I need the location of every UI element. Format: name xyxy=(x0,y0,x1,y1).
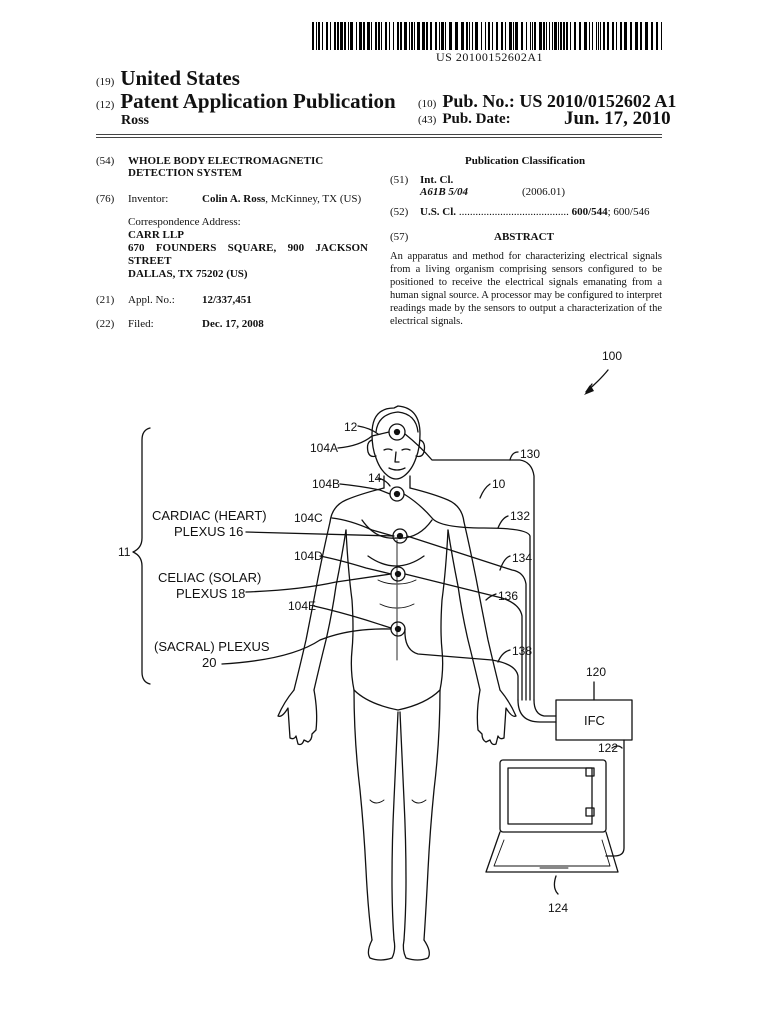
sensor-104d xyxy=(391,567,405,581)
abstract-text: An apparatus and method for characterizing electrical signals from a living organism comprising sensors configured to be positioned to receive the electrical signals emanating from a human signal source. A processor may be configured to interpret readings made by the sensors to output a characterization of the electrical signals. xyxy=(390,251,662,327)
lead-138 xyxy=(405,629,518,700)
leader-132 xyxy=(498,516,508,528)
ref-104c: 104C xyxy=(294,511,323,525)
int-cl-year: (2006.01) xyxy=(522,186,566,198)
doc-type: Patent Application Publication xyxy=(120,89,396,113)
code-54: (54) xyxy=(96,155,115,167)
bracket-11 xyxy=(133,428,150,684)
int-cl-code: A61B 5/04 xyxy=(420,186,468,198)
celiac-label-1: CELIAC (SOLAR) xyxy=(158,570,262,585)
ref-138: 138 xyxy=(512,644,533,658)
code-51: (51) xyxy=(390,174,409,186)
sensor-104a xyxy=(389,424,405,440)
sacral-label-1: (SACRAL) PLEXUS xyxy=(154,639,270,654)
leader-138 xyxy=(498,650,510,662)
code-43: (43) xyxy=(418,114,437,126)
ref-104e: 104E xyxy=(288,599,317,613)
correspondence-label: Correspondence Address: xyxy=(128,216,241,228)
ifc-laptop-cable xyxy=(606,740,624,856)
pub-date: Jun. 17, 2010 xyxy=(564,108,671,129)
filed-label: Filed: xyxy=(128,318,154,330)
code-22: (22) xyxy=(96,318,115,330)
inventor-location: , McKinney, TX (US) xyxy=(265,193,362,205)
us-cl-dots: ........................................ xyxy=(458,206,569,218)
lead-134 xyxy=(407,536,526,700)
corr-line-2: 670 FOUNDERS SQUARE, 900 JACKSON xyxy=(128,242,368,254)
us-cl-value-2: ; 600/546 xyxy=(607,206,650,218)
ref-130: 130 xyxy=(520,447,541,461)
leader-124 xyxy=(554,876,558,894)
ref-104a: 104A xyxy=(310,441,339,455)
title-line-1: WHOLE BODY ELECTROMAGNETIC xyxy=(128,155,324,167)
ref-120: 120 xyxy=(586,665,607,679)
code-19: (19) xyxy=(96,76,115,88)
sacral-label-2: 20 xyxy=(202,655,217,670)
cardiac-label-1: CARDIAC (HEART) xyxy=(152,508,267,523)
inventor-name: Colin A. Ross xyxy=(202,193,266,205)
int-cl-label: Int. Cl. xyxy=(420,174,454,186)
leader-104d xyxy=(320,556,391,574)
pub-no-label: Pub. No.: xyxy=(442,91,515,111)
leader-130 xyxy=(510,452,518,460)
celiac-label-2: PLEXUS 18 xyxy=(176,586,246,601)
corr-line-3: STREET xyxy=(128,255,172,267)
ref-104b: 104B xyxy=(312,477,341,491)
ref-124: 124 xyxy=(548,901,569,915)
leader-cardiac xyxy=(246,532,394,536)
pub-no: US 2010/0152602 A1 xyxy=(519,91,677,111)
ref-122: 122 xyxy=(598,741,619,755)
code-57: (57) xyxy=(390,231,409,243)
inventor-surname: Ross xyxy=(121,113,150,128)
us-cl-value: 600/544 xyxy=(571,206,608,218)
code-21: (21) xyxy=(96,294,115,306)
leader-12 xyxy=(358,426,378,434)
inventor-label: Inventor: xyxy=(128,193,169,205)
ref-134: 134 xyxy=(512,551,533,565)
ref-136: 136 xyxy=(498,589,519,603)
leader-10 xyxy=(480,484,490,498)
ref-14: 14 xyxy=(368,471,382,485)
lead-130 xyxy=(405,434,534,700)
pub-date-label: Pub. Date: xyxy=(442,111,511,127)
title-line-2: DETECTION SYSTEM xyxy=(128,167,243,179)
pub-class-heading: Publication Classification xyxy=(465,155,586,167)
ref-11: 11 xyxy=(118,545,131,559)
appl-no: 12/337,451 xyxy=(202,294,252,306)
sensor-104c xyxy=(393,529,407,543)
filed-date: Dec. 17, 2008 xyxy=(202,318,264,330)
code-52: (52) xyxy=(390,206,409,218)
code-10: (10) xyxy=(418,98,437,110)
laptop-computer xyxy=(486,760,618,872)
ref-100: 100 xyxy=(602,349,623,363)
code-12: (12) xyxy=(96,99,115,111)
ref-12: 12 xyxy=(344,420,358,434)
abstract-heading: ABSTRACT xyxy=(494,231,554,243)
corr-line-4: DALLAS, TX 75202 (US) xyxy=(128,268,248,280)
cardiac-label-2: PLEXUS 16 xyxy=(174,524,244,539)
ref-104d: 104D xyxy=(294,549,323,563)
us-cl-label: U.S. Cl. xyxy=(420,206,457,218)
corr-line-1: CARR LLP xyxy=(128,229,184,241)
barcode-number: US 20100152602A1 xyxy=(436,50,544,64)
leader-104a xyxy=(338,432,389,448)
ref-132: 132 xyxy=(510,509,531,523)
sensor-104b xyxy=(390,487,404,501)
country: United States xyxy=(120,66,240,90)
sensor-104e xyxy=(391,622,405,636)
appl-label: Appl. No.: xyxy=(128,294,175,306)
ifc-label: IFC xyxy=(584,713,605,728)
code-76: (76) xyxy=(96,193,115,205)
ref-10: 10 xyxy=(492,477,506,491)
